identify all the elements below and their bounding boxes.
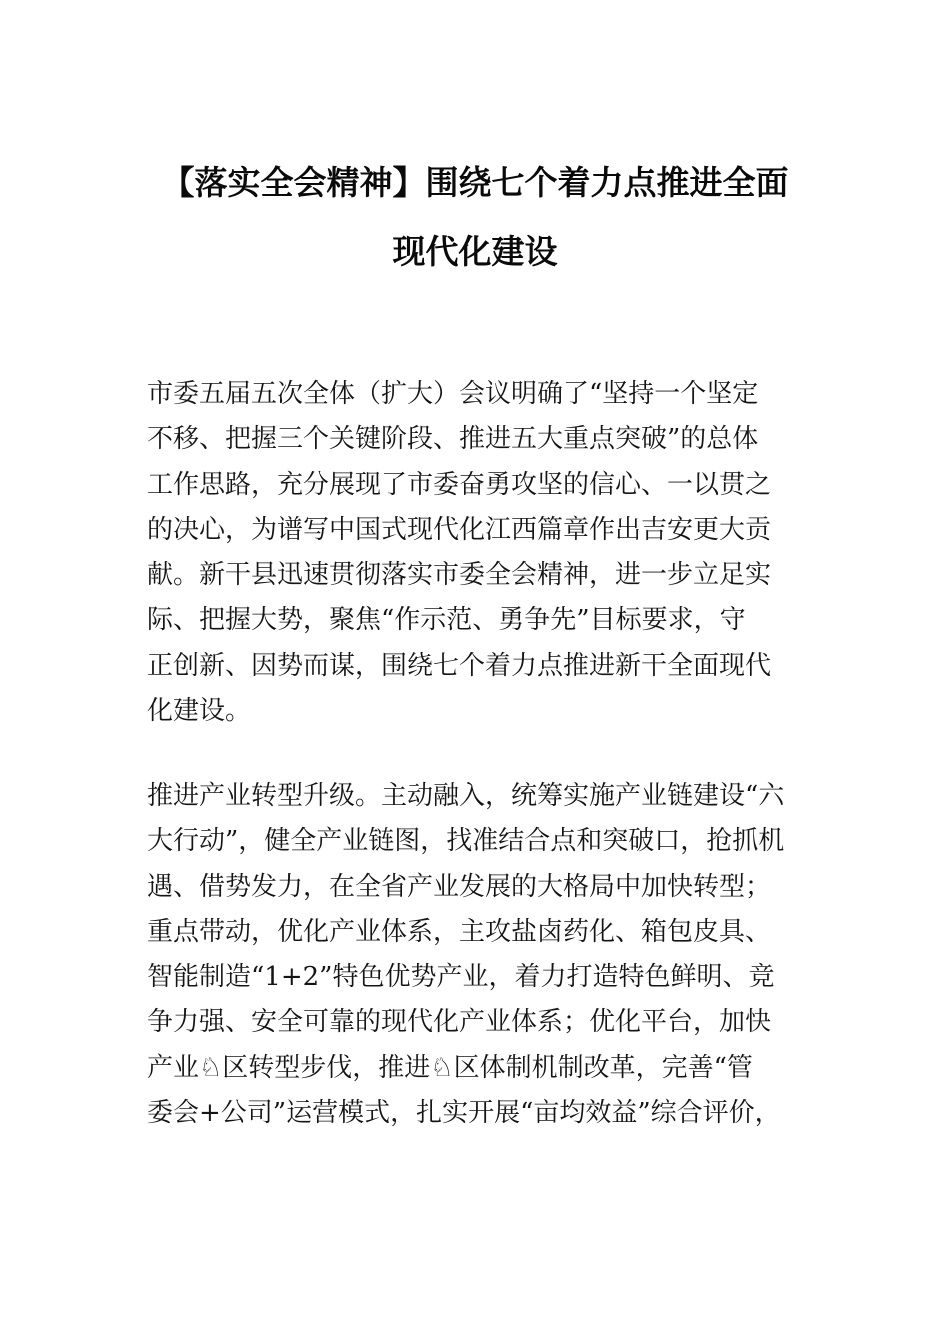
- paragraph-line: 智能制造“1+2”特色优势产业，着力打造特色鲜明、竞: [147, 962, 775, 993]
- paragraph-industry-upgrade: [147, 774, 812, 1136]
- paragraph-line: 的决心，为谱写中国式现代化江西篇章作出吉安更大贡: [147, 514, 772, 545]
- paragraph-line: 推进产业转型升级。主动融入，统筹实施产业链建设“六: [147, 781, 785, 811]
- paragraph-line: 献。新干县迅速贯彻落实市委全会精神，进一步立足实: [147, 560, 772, 591]
- paragraph-line: 大行动”，健全产业链图，找准结合点和突破口，抢抓机: [147, 826, 785, 857]
- title-line-1: 【落实全会精神】围绕七个着力点推进全面: [161, 163, 789, 202]
- paragraph-line: 不移、把握三个关键阶段、推进五大重点突破”的总体: [147, 424, 759, 455]
- paragraph-line: 工作思路，充分展现了市委奋勇攻坚的信心、一以贯之: [147, 469, 772, 500]
- paragraph-line: 际、把握大势，聚焦“作示范、勇争先”目标要求，守: [147, 605, 746, 636]
- paragraph-line: 重点带动，优化产业体系，主攻盐卤药化、箱包皮具、: [147, 916, 772, 947]
- paragraph-line: 遇、借势发力，在全省产业发展的大格局中加快转型；: [147, 871, 772, 902]
- paragraph-line: 市委五届五次全体（扩大）会议明确了“坚持一个坚定: [147, 379, 759, 409]
- paragraph-line: 产业♘区转型步伐，推进♘区体制机制改革，完善“管: [147, 1052, 753, 1083]
- paragraph-intro: [147, 372, 812, 734]
- paragraph-line: 争力强、安全可靠的现代化产业体系；优化平台，加快: [147, 1007, 772, 1038]
- paragraph-line: 正创新、因势而谋，围绕七个着力点推进新干全面现代: [147, 650, 772, 681]
- title-line-2: 现代化建设: [392, 232, 558, 271]
- document-title: [140, 148, 810, 286]
- paragraph-line: 委会+公司”运营模式，扎实开展“亩均效益”综合评价，: [147, 1098, 781, 1129]
- paragraph-line: 化建设。: [147, 696, 252, 727]
